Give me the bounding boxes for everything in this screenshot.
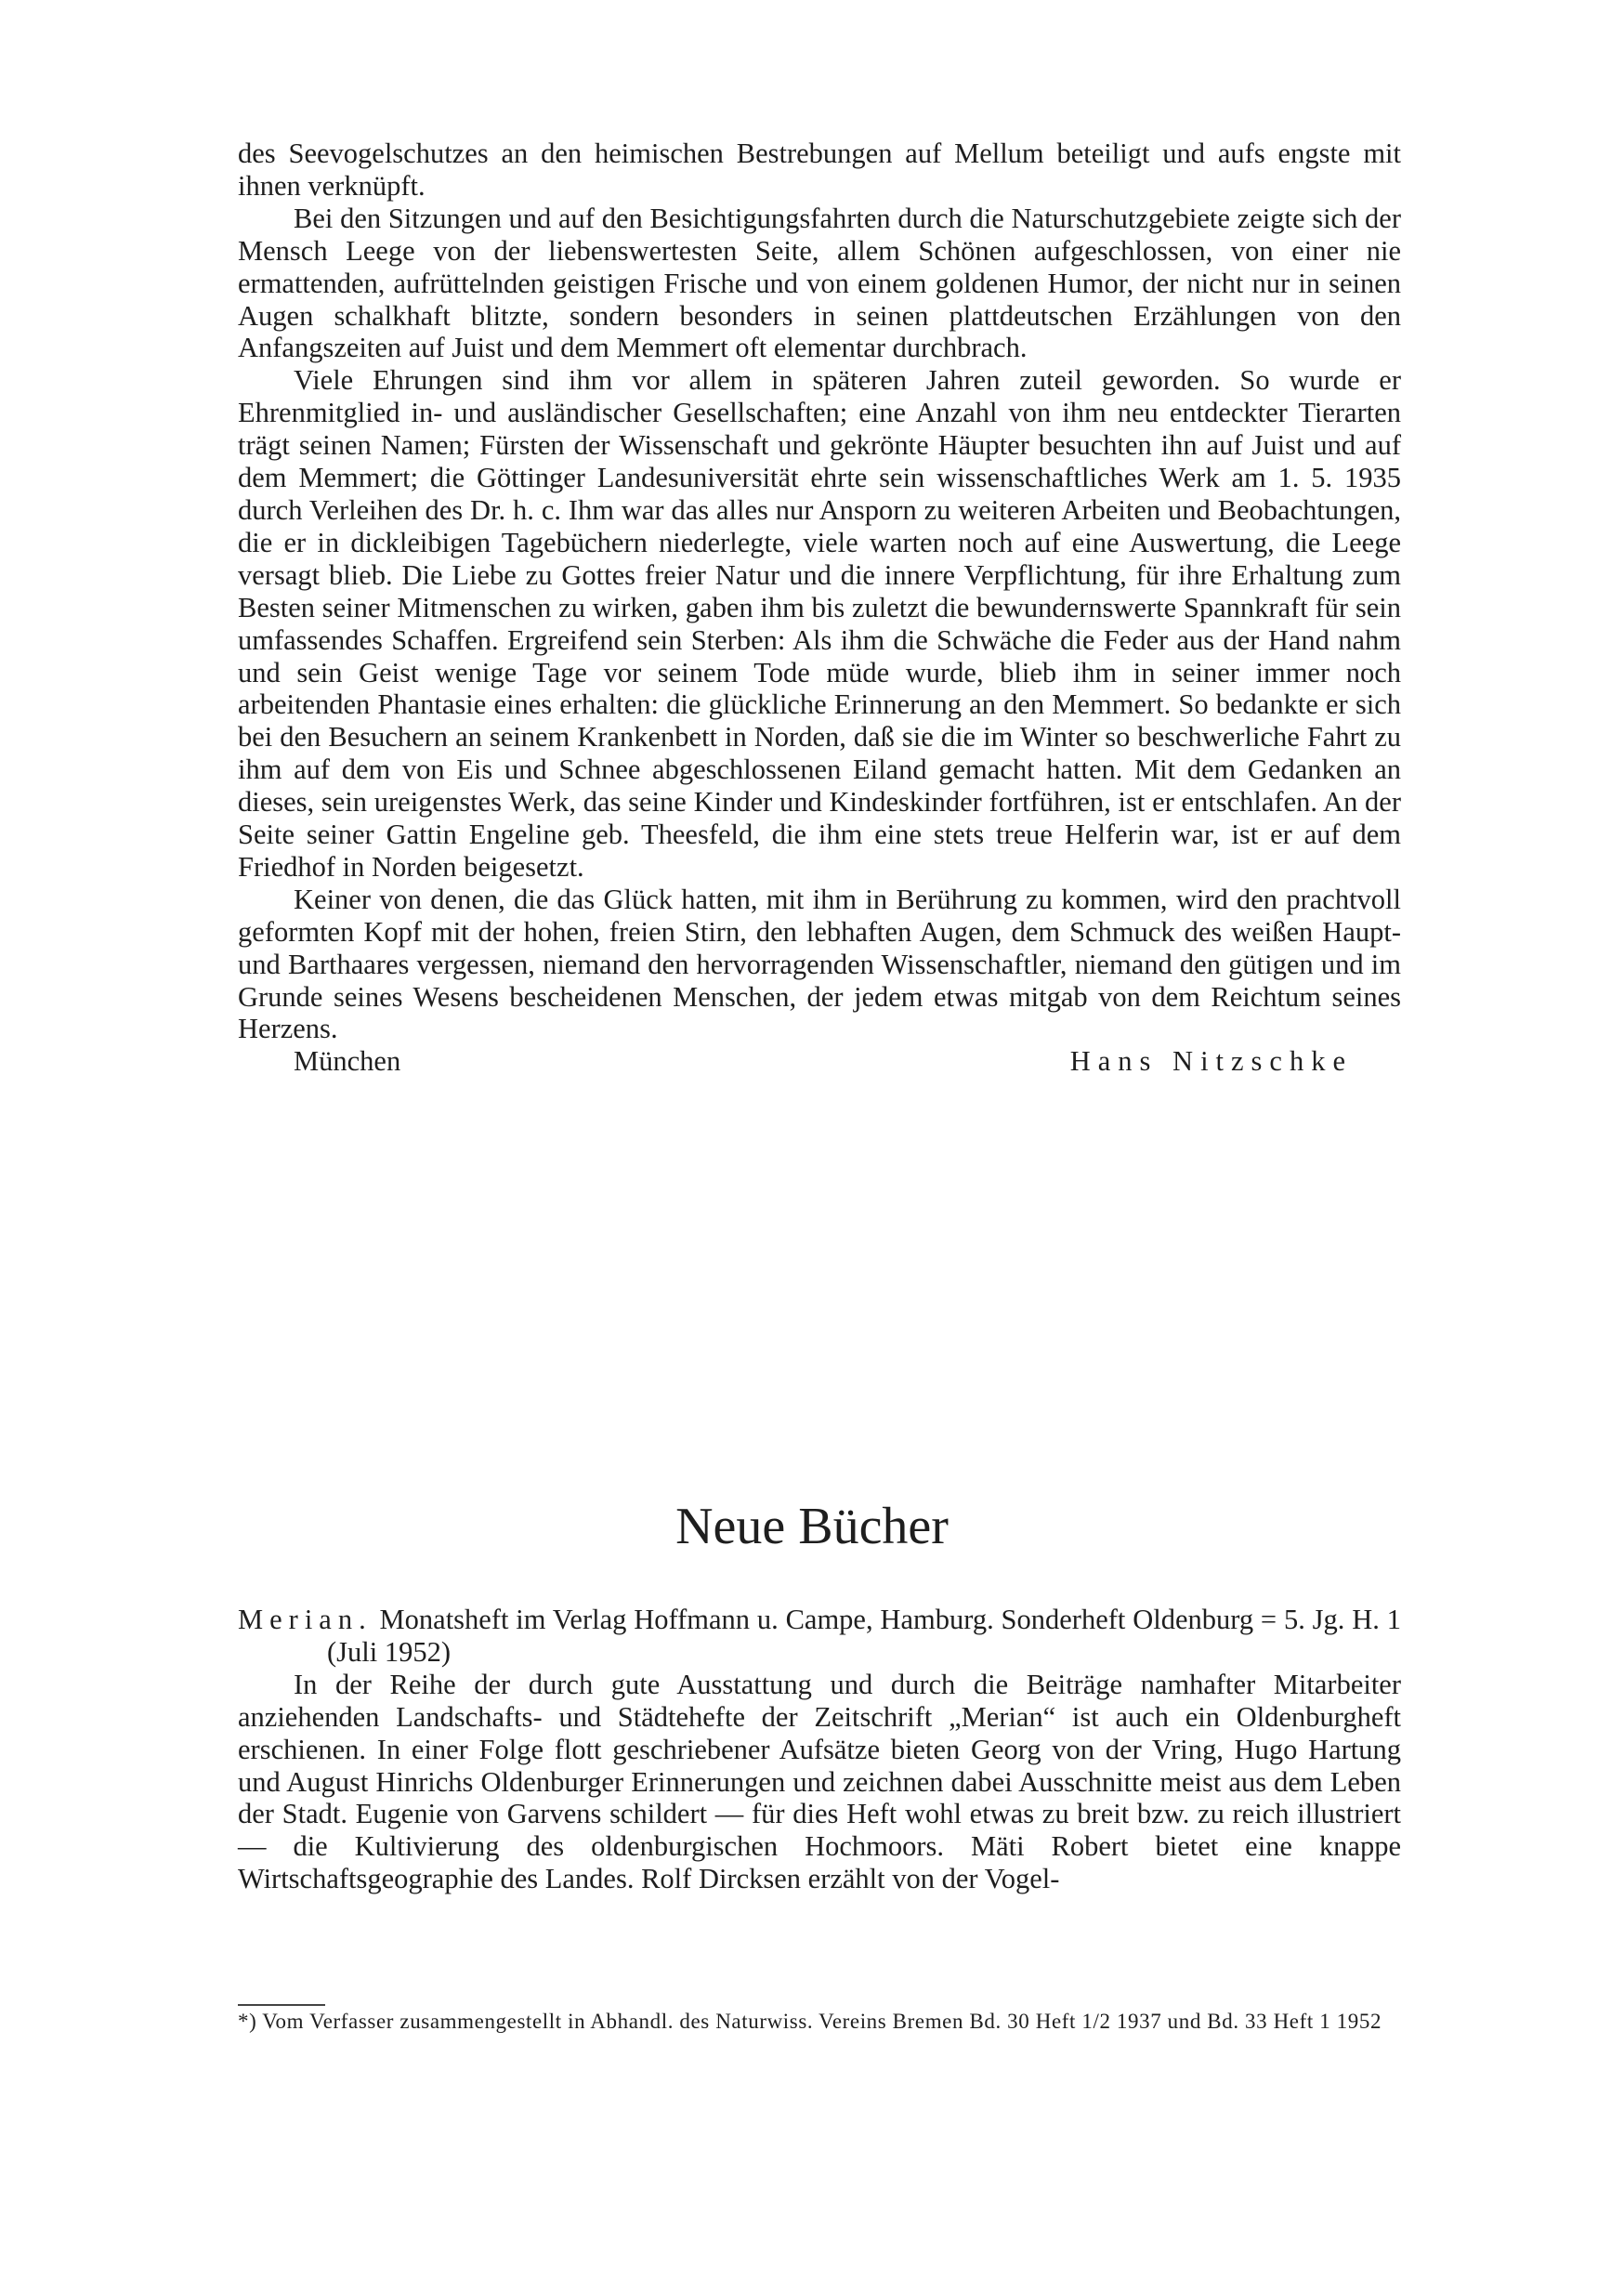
paragraph: des Seevogelschutzes an den heimischen Bestrebungen auf Mellum beteiligt und aufs engste mit ihnen verknüpft. (238, 138, 1401, 202)
signature-place: München (294, 1045, 401, 1078)
book-review-section (238, 1604, 1401, 1895)
book-entry (238, 1604, 1401, 1669)
obituary-section (238, 138, 1401, 1078)
signature-line (238, 1045, 1401, 1078)
footnote-text: Vom Verfasser zusammengestellt in Abhandl. des Naturwiss. Vereins Bremen Bd. 30 Heft 1/2 1937 und Bd. 33 Heft 1 1952 (262, 2010, 1382, 2033)
signature-author: Hans Nitzschke (1069, 1045, 1353, 1078)
book-entry-citation: Monatsheft im Verlag Hoffmann u. Campe, Hamburg. Sonderheft Oldenburg = 5. Jg. H. 1 (Juli 1952) (327, 1604, 1401, 1668)
paragraph: Bei den Sitzungen und auf den Besichtigungsfahrten durch die Naturschutzgebiete zeigte sich der Mensch Leege von der liebenswertesten Seite, allem Schönen aufgeschlossen, von einer nie ermattenden, aufrüttelnden geistigen Frische und von einem goldenen Humor, der nicht nur in seinen Augen schalkhaft blitzte, sondern besonders in seinen plattdeutschen Erzählungen von den Anfangszeiten auf Juist und dem Memmert oft elementar durchbrach. (238, 202, 1401, 364)
section-heading: Neue Bücher (675, 1498, 949, 1555)
book-entry-name: Merian. (238, 1604, 373, 1635)
review-paragraph: In der Reihe der durch gute Ausstattung und durch die Beiträge namhafter Mitarbeiter anziehenden Landschafts- und Städtehefte der Zeitschrift „Merian“ ist auch ein Oldenburgheft erschienen. In einer Folge flott geschriebener Aufsätze bieten Georg von der Vring, Hugo Hartung und August Hinrichs Oldenburger Erinnerungen und zeichnen dabei Ausschnitte meist aus dem Leben der Stadt. Eugenie von Garvens schildert — für dies Heft wohl etwas zu breit bzw. zu reich illustriert — die Kultivierung des oldenburgischen Hochmoors. Mäti Robert bietet eine knappe Wirtschaftsgeographie des Landes. Rolf Dircksen erzählt von der Vogel- (238, 1668, 1401, 1895)
paragraph: Keiner von denen, die das Glück hatten, mit ihm in Berührung zu kommen, wird den prachtvoll geformten Kopf mit der hohen, freien Stirn, den lebhaften Augen, dem Schmuck des weißen Haupt- und Barthaares vergessen, niemand den hervorragenden Wissenschaftler, niemand den gütigen und im Grunde seines Wesens bescheidenen Menschen, der jedem etwas mitgab von dem Reichtum seines Herzens. (238, 883, 1401, 1045)
paragraph: Viele Ehrungen sind ihm vor allem in späteren Jahren zuteil geworden. So wurde er Ehrenmitglied in- und ausländischer Gesellschaften; eine Anzahl von ihm neu entdeckter Tierarten trägt seinen Namen; Fürsten der Wissenschaft und gekrönte Häupter besuchten ihn auf Juist und auf dem Memmert; die Göttinger Landesuniversität ehrte sein wissenschaftliches Werk am 1. 5. 1935 durch Verleihen des Dr. h. c. Ihm war das alles nur Ansporn zu weiteren Arbeiten und Beobachtungen, die er in dickleibigen Tagebüchern niederlegte, viele warten noch auf eine Auswertung, die Leege versagt blieb. Die Liebe zu Gottes freier Natur und die innere Verpflichtung, für ihre Erhaltung zum Besten seiner Mitmenschen zu wirken, gaben ihm bis zuletzt die bewundernswerte Spannkraft für sein umfassendes Schaffen. Ergreifend sein Sterben: Als ihm die Schwäche die Feder aus der Hand nahm und sein Geist wenige Tage vor seinem Tode müde wurde, blieb ihm in seiner immer noch arbeitenden Phantasie eines erhalten: die glückliche Erinnerung an den Memmert. So bedankte er sich bei den Besuchern an seinem Krankenbett in Norden, daß sie die im Winter so beschwerliche Fahrt zu ihm auf dem von Eis und Schnee abgeschlossenen Eiland gemacht hatten. Mit dem Gedanken an dieses, sein ureigenstes Werk, das seine Kinder und Kindeskinder fortführen, ist er entschlafen. An der Seite seiner Gattin Engeline geb. Theesfeld, die ihm eine stets treue Helferin war, ist er auf dem Friedhof in Norden beigesetzt. (238, 364, 1401, 883)
footnote-marker: *) (238, 2010, 257, 2033)
footnote-divider (238, 2004, 325, 2006)
footnote (238, 2011, 1431, 2034)
